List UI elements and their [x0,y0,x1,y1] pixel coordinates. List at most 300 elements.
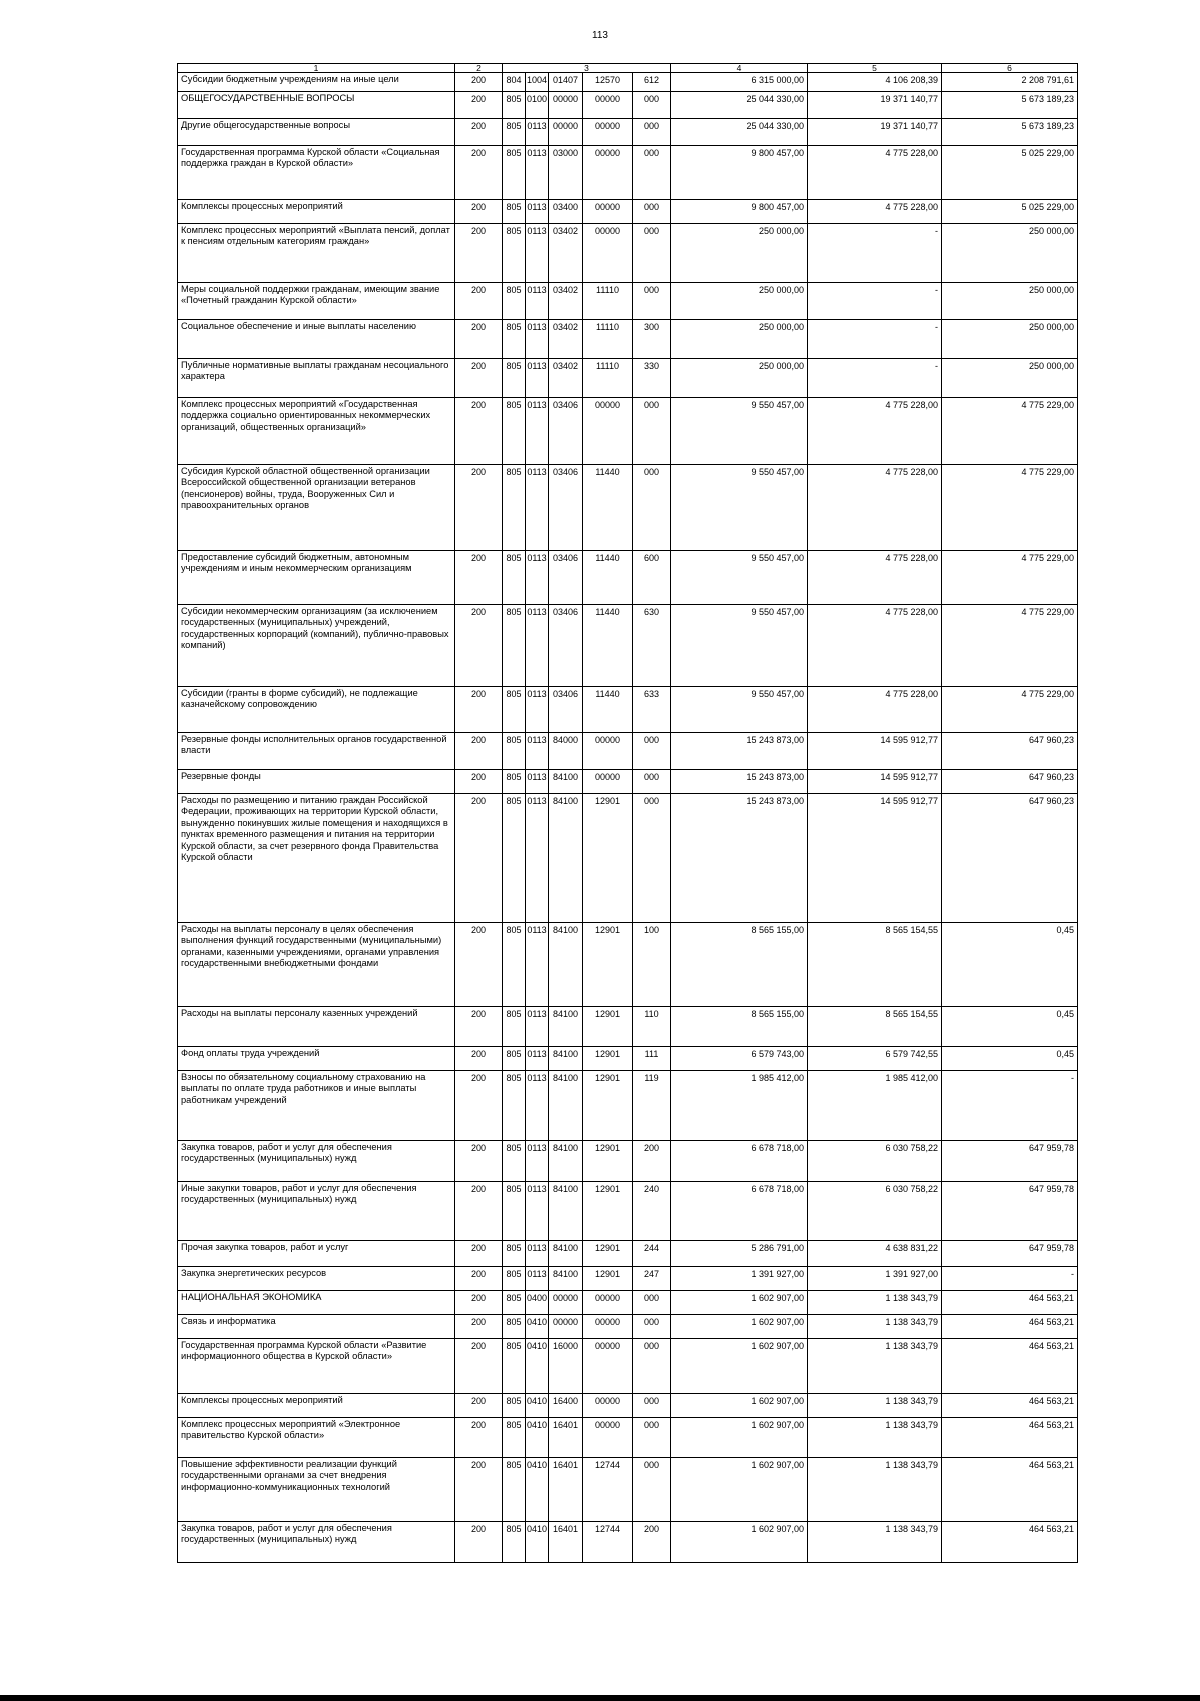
code-admin: 200 [455,1418,503,1458]
value-planned: 1 391 927,00 [671,1267,808,1291]
value-executed: 14 595 912,77 [808,733,942,770]
code-direction: 00000 [583,119,633,146]
code-a: 805 [503,923,526,1007]
value-executed: 19 371 140,77 [808,119,942,146]
value-executed: 4 638 831,22 [808,1241,942,1267]
code-expense-type: 612 [633,73,671,92]
row-name: Расходы на выплаты персоналу казенных учреждений [178,1007,455,1047]
code-direction: 11440 [583,687,633,733]
value-remaining: - [942,1267,1078,1291]
value-remaining: 5 673 189,23 [942,119,1078,146]
table-row [178,923,1078,1007]
value-remaining: 0,45 [942,1007,1078,1047]
value-remaining: 250 000,00 [942,283,1078,320]
value-remaining: 647 960,23 [942,733,1078,770]
value-executed: 6 579 742,55 [808,1047,942,1071]
code-program: 03402 [549,359,583,398]
code-expense-type: 000 [633,1291,671,1315]
code-program: 03406 [549,465,583,551]
table-row [178,551,1078,605]
code-direction: 12901 [583,1182,633,1241]
code-admin: 200 [455,320,503,359]
value-planned: 9 550 457,00 [671,398,808,465]
row-name: НАЦИОНАЛЬНАЯ ЭКОНОМИКА [178,1291,455,1315]
row-name: Комплексы процессных мероприятий [178,200,455,224]
value-remaining: 464 563,21 [942,1315,1078,1339]
code-expense-type: 633 [633,687,671,733]
code-program: 03402 [549,283,583,320]
value-planned: 8 565 155,00 [671,923,808,1007]
code-direction: 00000 [583,398,633,465]
code-direction: 00000 [583,1394,633,1418]
value-remaining: 647 960,23 [942,770,1078,794]
code-section: 0100 [526,92,549,119]
table-row [178,1141,1078,1182]
code-program: 84100 [549,770,583,794]
code-admin: 200 [455,605,503,687]
value-remaining: 250 000,00 [942,359,1078,398]
row-name: Повышение эффективности реализации функций государственными органами за счет внедрения информационно-коммуникационных технологий [178,1458,455,1522]
code-a: 805 [503,1418,526,1458]
table-row [178,1007,1078,1047]
value-planned: 1 985 412,00 [671,1071,808,1141]
code-program: 84100 [549,1141,583,1182]
value-executed: 1 138 343,79 [808,1291,942,1315]
value-remaining: 464 563,21 [942,1339,1078,1394]
value-remaining: 5 025 229,00 [942,146,1078,200]
row-name: Субсидия Курской областной общественной организации Всероссийской общественной организации ветеранов (пенсионеров) войны, труда, Вооруженных Сил и правоохранительных органов [178,465,455,551]
table-row [178,146,1078,200]
code-direction: 00000 [583,146,633,200]
value-remaining: 647 959,78 [942,1241,1078,1267]
code-admin: 200 [455,687,503,733]
code-expense-type: 000 [633,465,671,551]
table-body [178,64,1078,1563]
code-program: 84100 [549,923,583,1007]
value-executed: 1 138 343,79 [808,1315,942,1339]
code-direction: 11440 [583,551,633,605]
code-section: 0113 [526,687,549,733]
value-planned: 9 550 457,00 [671,687,808,733]
code-program: 03400 [549,200,583,224]
code-direction: 00000 [583,1291,633,1315]
value-planned: 250 000,00 [671,320,808,359]
code-a: 805 [503,551,526,605]
code-expense-type: 000 [633,794,671,923]
code-direction: 00000 [583,1339,633,1394]
value-planned: 6 678 718,00 [671,1141,808,1182]
code-a: 805 [503,1047,526,1071]
row-name: Резервные фонды [178,770,455,794]
value-executed: 1 391 927,00 [808,1267,942,1291]
row-name: Меры социальной поддержки гражданам, имеющим звание «Почетный гражданин Курской области» [178,283,455,320]
code-expense-type: 000 [633,224,671,283]
table-row [178,733,1078,770]
row-name: Государственная программа Курской области «Развитие информационного общества в Курской области» [178,1339,455,1394]
table-row [178,398,1078,465]
code-admin: 200 [455,119,503,146]
code-direction: 12901 [583,1267,633,1291]
table-row [178,73,1078,92]
code-direction: 12744 [583,1458,633,1522]
code-expense-type: 000 [633,1394,671,1418]
code-section: 0113 [526,320,549,359]
code-a: 805 [503,1458,526,1522]
code-section: 0410 [526,1339,549,1394]
table-row [178,605,1078,687]
value-planned: 9 800 457,00 [671,146,808,200]
code-admin: 200 [455,283,503,320]
value-planned: 1 602 907,00 [671,1522,808,1563]
value-planned: 250 000,00 [671,224,808,283]
code-section: 0113 [526,465,549,551]
code-a: 805 [503,283,526,320]
table-row [178,1522,1078,1563]
code-program: 01407 [549,73,583,92]
value-remaining: 647 959,78 [942,1182,1078,1241]
header-cell-4: 4 [671,64,808,73]
code-admin: 200 [455,923,503,1007]
code-expense-type: 247 [633,1267,671,1291]
code-expense-type: 330 [633,359,671,398]
code-section: 0113 [526,398,549,465]
table-row [178,1394,1078,1418]
header-cell-2: 2 [455,64,503,73]
value-remaining: 647 960,23 [942,794,1078,923]
page-number: 113 [592,30,608,41]
code-program: 03406 [549,687,583,733]
value-remaining: 0,45 [942,923,1078,1007]
row-name: Фонд оплаты труда учреждений [178,1047,455,1071]
code-direction: 12901 [583,1071,633,1141]
row-name: Прочая закупка товаров, работ и услуг [178,1241,455,1267]
code-a: 804 [503,73,526,92]
code-program: 16400 [549,1394,583,1418]
code-expense-type: 000 [633,92,671,119]
row-name: Комплексы процессных мероприятий [178,1394,455,1418]
value-planned: 6 315 000,00 [671,73,808,92]
code-a: 805 [503,1339,526,1394]
code-expense-type: 000 [633,1339,671,1394]
code-program: 03000 [549,146,583,200]
value-planned: 15 243 873,00 [671,770,808,794]
value-remaining: 464 563,21 [942,1394,1078,1418]
code-section: 0113 [526,1047,549,1071]
value-executed: 14 595 912,77 [808,794,942,923]
code-a: 805 [503,119,526,146]
value-executed: 1 985 412,00 [808,1071,942,1141]
code-section: 0113 [526,733,549,770]
code-section: 0113 [526,119,549,146]
value-planned: 1 602 907,00 [671,1339,808,1394]
value-planned: 250 000,00 [671,283,808,320]
code-program: 84100 [549,794,583,923]
code-admin: 200 [455,733,503,770]
table-row [178,359,1078,398]
value-executed: 4 775 228,00 [808,605,942,687]
value-planned: 8 565 155,00 [671,1007,808,1047]
value-remaining: 4 775 229,00 [942,398,1078,465]
code-expense-type: 100 [633,923,671,1007]
code-section: 0400 [526,1291,549,1315]
table-row [178,1315,1078,1339]
code-section: 0113 [526,1182,549,1241]
code-direction: 00000 [583,1418,633,1458]
value-executed: 1 138 343,79 [808,1339,942,1394]
code-direction: 12901 [583,1141,633,1182]
value-planned: 1 602 907,00 [671,1458,808,1522]
code-program: 84100 [549,1007,583,1047]
code-direction: 11110 [583,320,633,359]
code-section: 0113 [526,551,549,605]
value-executed: 14 595 912,77 [808,770,942,794]
code-direction: 11110 [583,283,633,320]
code-expense-type: 110 [633,1007,671,1047]
code-expense-type: 600 [633,551,671,605]
value-executed: 8 565 154,55 [808,1007,942,1047]
value-executed: - [808,224,942,283]
value-executed: 19 371 140,77 [808,92,942,119]
code-a: 805 [503,770,526,794]
row-name: Государственная программа Курской области «Социальная поддержка граждан в Курской области» [178,146,455,200]
code-a: 805 [503,359,526,398]
code-expense-type: 000 [633,1315,671,1339]
code-direction: 00000 [583,200,633,224]
code-expense-type: 630 [633,605,671,687]
value-executed: 1 138 343,79 [808,1418,942,1458]
code-expense-type: 000 [633,200,671,224]
row-name: ОБЩЕГОСУДАРСТВЕННЫЕ ВОПРОСЫ [178,92,455,119]
table-row [178,1291,1078,1315]
code-section: 0113 [526,1141,549,1182]
code-expense-type: 000 [633,770,671,794]
code-admin: 200 [455,1394,503,1418]
row-name: Комплекс процессных мероприятий «Государственная поддержка социально ориентированных некоммерческих организаций, общественных организаций» [178,398,455,465]
value-remaining: - [942,1071,1078,1141]
code-direction: 12570 [583,73,633,92]
code-a: 805 [503,1241,526,1267]
code-expense-type: 200 [633,1141,671,1182]
table-row [178,1047,1078,1071]
code-expense-type: 111 [633,1047,671,1071]
value-executed: 4 775 228,00 [808,146,942,200]
code-section: 0113 [526,1241,549,1267]
row-name: Расходы на выплаты персоналу в целях обеспечения выполнения функций государственными (муниципальными) органами, казенными учреждениями, органами управления государственными внебюджетными фондами [178,923,455,1007]
code-program: 16000 [549,1339,583,1394]
code-direction: 11440 [583,605,633,687]
code-a: 805 [503,1267,526,1291]
code-a: 805 [503,687,526,733]
code-section: 0410 [526,1418,549,1458]
code-a: 805 [503,1522,526,1563]
table-row [178,1458,1078,1522]
code-section: 0113 [526,200,549,224]
row-name: Расходы по размещению и питанию граждан Российской Федерации, проживающих на территории Курской области, вынужденно покинувших жилые помещения и находящихся в пунктах временного размещения и питания на территории Курской области, за счет резервного фонда Правительства Курской области [178,794,455,923]
code-a: 805 [503,200,526,224]
code-admin: 200 [455,398,503,465]
code-section: 0410 [526,1394,549,1418]
code-a: 805 [503,733,526,770]
value-executed: 6 030 758,22 [808,1141,942,1182]
value-planned: 1 602 907,00 [671,1394,808,1418]
value-executed: 4 775 228,00 [808,398,942,465]
value-remaining: 464 563,21 [942,1522,1078,1563]
value-executed: 1 138 343,79 [808,1458,942,1522]
value-planned: 1 602 907,00 [671,1418,808,1458]
code-a: 805 [503,1007,526,1047]
code-a: 805 [503,398,526,465]
code-admin: 200 [455,359,503,398]
value-remaining: 0,45 [942,1047,1078,1071]
code-program: 03402 [549,320,583,359]
code-admin: 200 [455,1291,503,1315]
code-program: 84000 [549,733,583,770]
code-admin: 200 [455,1071,503,1141]
row-name: Закупка энергетических ресурсов [178,1267,455,1291]
value-executed: - [808,320,942,359]
value-executed: 4 775 228,00 [808,687,942,733]
table-row [178,687,1078,733]
value-planned: 25 044 330,00 [671,92,808,119]
code-section: 0113 [526,1071,549,1141]
value-planned: 250 000,00 [671,359,808,398]
code-section: 0113 [526,794,549,923]
code-program: 16401 [549,1418,583,1458]
code-expense-type: 000 [633,146,671,200]
code-direction: 00000 [583,1315,633,1339]
code-expense-type: 200 [633,1522,671,1563]
code-admin: 200 [455,465,503,551]
value-planned: 9 550 457,00 [671,605,808,687]
code-program: 00000 [549,119,583,146]
table-row [178,119,1078,146]
code-admin: 200 [455,1339,503,1394]
code-admin: 200 [455,1315,503,1339]
code-program: 16401 [549,1522,583,1563]
code-section: 0113 [526,224,549,283]
value-executed: 1 138 343,79 [808,1394,942,1418]
value-executed: 4 775 228,00 [808,465,942,551]
row-name: Иные закупки товаров, работ и услуг для обеспечения государственных (муниципальных) нужд [178,1182,455,1241]
value-executed: 4 775 228,00 [808,200,942,224]
code-section: 0113 [526,605,549,687]
code-program: 84100 [549,1047,583,1071]
value-planned: 6 579 743,00 [671,1047,808,1071]
value-planned: 1 602 907,00 [671,1315,808,1339]
table-row [178,1418,1078,1458]
value-remaining: 4 775 229,00 [942,605,1078,687]
code-direction: 12901 [583,794,633,923]
code-a: 805 [503,1141,526,1182]
code-expense-type: 000 [633,119,671,146]
code-expense-type: 119 [633,1071,671,1141]
row-name: Закупка товаров, работ и услуг для обеспечения государственных (муниципальных) нужд [178,1141,455,1182]
header-row [178,64,1078,73]
table-row [178,465,1078,551]
value-remaining: 464 563,21 [942,1291,1078,1315]
code-direction: 00000 [583,733,633,770]
code-direction: 12744 [583,1522,633,1563]
code-expense-type: 300 [633,320,671,359]
code-section: 0410 [526,1315,549,1339]
code-expense-type: 000 [633,398,671,465]
code-expense-type: 000 [633,1418,671,1458]
code-program: 84100 [549,1182,583,1241]
value-executed: 4 106 208,39 [808,73,942,92]
value-remaining: 2 208 791,61 [942,73,1078,92]
code-admin: 200 [455,1267,503,1291]
code-admin: 200 [455,1522,503,1563]
code-direction: 12901 [583,1007,633,1047]
value-planned: 9 550 457,00 [671,465,808,551]
code-admin: 200 [455,200,503,224]
code-a: 805 [503,1071,526,1141]
header-cell-5: 5 [808,64,942,73]
value-planned: 5 286 791,00 [671,1241,808,1267]
row-name: Другие общегосударственные вопросы [178,119,455,146]
table-row [178,200,1078,224]
code-program: 00000 [549,1291,583,1315]
code-admin: 200 [455,73,503,92]
value-remaining: 647 959,78 [942,1141,1078,1182]
code-direction: 12901 [583,1047,633,1071]
code-direction: 00000 [583,770,633,794]
row-name: Субсидии некоммерческим организациям (за исключением государственных (муниципальных) учреждений, государственных корпораций (компаний), публично-правовых компаний) [178,605,455,687]
row-name: Закупка товаров, работ и услуг для обеспечения государственных (муниципальных) нужд [178,1522,455,1563]
row-name: Связь и информатика [178,1315,455,1339]
code-program: 00000 [549,92,583,119]
value-planned: 9 800 457,00 [671,200,808,224]
code-direction: 12901 [583,923,633,1007]
code-section: 0113 [526,923,549,1007]
row-name: Субсидии бюджетным учреждениям на иные цели [178,73,455,92]
value-remaining: 4 775 229,00 [942,551,1078,605]
row-name: Субсидии (гранты в форме субсидий), не подлежащие казначейскому сопровождению [178,687,455,733]
code-program: 00000 [549,1315,583,1339]
code-program: 03406 [549,605,583,687]
value-planned: 1 602 907,00 [671,1291,808,1315]
table-row [178,1267,1078,1291]
table-row [178,1071,1078,1141]
header-cell-1: 1 [178,64,455,73]
code-section: 0113 [526,1007,549,1047]
code-admin: 200 [455,1241,503,1267]
value-executed: 6 030 758,22 [808,1182,942,1241]
code-direction: 00000 [583,92,633,119]
value-remaining: 4 775 229,00 [942,687,1078,733]
table-row [178,224,1078,283]
code-admin: 200 [455,770,503,794]
code-a: 805 [503,605,526,687]
code-program: 84100 [549,1241,583,1267]
value-planned: 15 243 873,00 [671,794,808,923]
code-expense-type: 000 [633,283,671,320]
code-a: 805 [503,1394,526,1418]
table-row [178,283,1078,320]
value-remaining: 250 000,00 [942,224,1078,283]
code-section: 0113 [526,359,549,398]
code-direction: 00000 [583,224,633,283]
value-executed: 4 775 228,00 [808,551,942,605]
code-a: 805 [503,224,526,283]
value-remaining: 250 000,00 [942,320,1078,359]
value-executed: 8 565 154,55 [808,923,942,1007]
code-admin: 200 [455,146,503,200]
code-program: 84100 [549,1267,583,1291]
row-name: Резервные фонды исполнительных органов государственной власти [178,733,455,770]
row-name: Предоставление субсидий бюджетным, автономным учреждениям и иным некоммерческим организациям [178,551,455,605]
table-row [178,1339,1078,1394]
